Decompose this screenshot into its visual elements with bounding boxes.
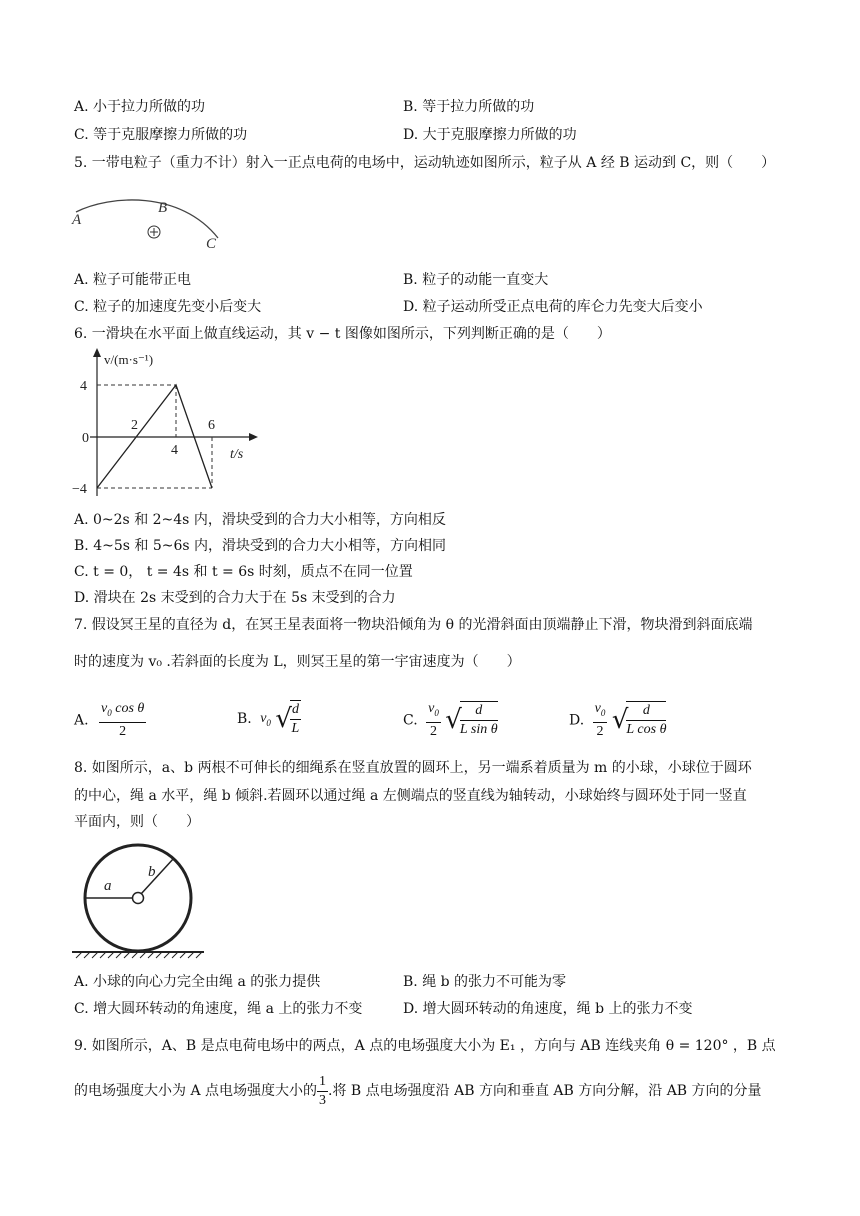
q8-line2: 的中心，绳 a 水平，绳 b 倾斜.若圆环以通过绳 a 左侧端点的竖直线为轴转动，小球始终与圆环处于同一竖直	[74, 788, 747, 804]
q9-line2	[74, 1072, 762, 1110]
label-A: A	[72, 212, 82, 228]
label-b: b	[148, 864, 156, 880]
q8-option-c: C. 增大圆环转动的角速度，绳 a 上的张力不变	[74, 1001, 363, 1017]
q9-line1: 9. 如图所示，A、B 是点电荷电场中的两点，A 点的电场强度大小为 E₁ ，方向与 AB 连线夹角 θ = 120° ，B 点	[74, 1038, 776, 1054]
q6-vt-graph	[70, 346, 270, 502]
label-C: C	[206, 236, 217, 252]
tick-x-2: 2	[131, 418, 138, 433]
q5-option-d: D. 粒子运动所受正点电荷的库仑力先变大后变小	[403, 299, 703, 315]
q9-one-third	[317, 1073, 328, 1110]
tick-y-neg4: −4	[72, 482, 87, 497]
q8-line1: 8. 如图所示，a、b 两根不可伸长的细绳系在竖直放置的圆环上，另一端系着质量为 m 的小球，小球位于圆环	[74, 760, 752, 776]
q9-frac-den: 3	[319, 1092, 327, 1108]
q7-line1: 7. 假设冥王星的直径为 d，在冥王星表面将一物块沿倾角为 θ 的光滑斜面由顶端静止下滑，物块滑到斜面底端	[74, 617, 753, 633]
q5-trajectory-figure	[70, 190, 230, 254]
q9-line2-part2: .将 B 点电场强度沿 AB 方向和垂直 AB 方向分解，沿 AB 方向的分量	[328, 1083, 762, 1099]
q6-option-b: B. 4~5s 和 5~6s 内，滑块受到的合力大小相等，方向相同	[74, 538, 446, 554]
q7-option-d: D. $\frac{v_0}{2}$ √ $\frac{d}{\text{L cos θ}}$	[569, 701, 667, 739]
q8-option-b: B. 绳 b 的张力不可能为零	[403, 974, 567, 990]
q7-option-c-letter: C.	[403, 712, 418, 729]
q7-option-a	[74, 700, 146, 741]
q7-line2: 时的速度为 v₀ .若斜面的长度为 L，则冥王星的第一宇宙速度为（ ）	[74, 654, 521, 670]
q6-option-c: C. t = 0， t = 4s 和 t = 6s 时刻，质点不在同一位置	[74, 564, 413, 580]
q6-option-d: D. 滑块在 2s 末受到的合力大于在 5s 末受到的合力	[74, 590, 396, 606]
q5-option-a: A. 粒子可能带正电	[74, 272, 192, 288]
tick-x-6: 6	[208, 418, 215, 433]
q4-option-c: C. 等于克服摩擦力所做的功	[74, 127, 248, 143]
q5-option-c: C. 粒子的加速度先变小后变大	[74, 299, 262, 315]
q6-stem: 6. 一滑块在水平面上做直线运动，其 v − t 图像如图所示，下列判断正确的是（ ）	[74, 326, 611, 342]
q6-ylabel: v/(m·s⁻¹)	[104, 352, 154, 367]
label-a: a	[104, 878, 112, 894]
tick-y-4: 4	[80, 379, 87, 394]
q6-xlabel: t/s	[230, 447, 244, 462]
label-B: B	[158, 200, 168, 216]
q7-option-b: B. $v_0$ √ $\frac{d}{L}$	[237, 702, 300, 736]
q8-ring-figure	[70, 840, 210, 960]
q4-option-d: D. 大于克服摩擦力所做的功	[403, 127, 577, 143]
q5-option-b: B. 粒子的动能一直变大	[403, 272, 549, 288]
q8-option-d: D. 增大圆环转动的角速度，绳 b 上的张力不变	[403, 1001, 693, 1017]
q9-frac-num: 1	[317, 1073, 328, 1092]
q8-option-a: A. 小球的向心力完全由绳 a 的张力提供	[74, 974, 321, 990]
q6-option-a: A. 0~2s 和 2~4s 内，滑块受到的合力大小相等，方向相反	[74, 512, 446, 528]
tick-y-0: 0	[82, 431, 89, 446]
q9-line2-part1: 的电场强度大小为 A 点电场强度大小的	[74, 1083, 318, 1099]
q7-option-c: C. $\frac{v_0}{2}$ √ $\frac{d}{\text{L sin θ}}$	[403, 701, 498, 739]
q4-option-b: B. 等于拉力所做的功	[403, 99, 535, 115]
q7-option-d-letter: D.	[569, 712, 585, 729]
tick-x-4: 4	[171, 443, 178, 458]
q4-option-a: A. 小于拉力所做的功	[74, 99, 206, 115]
q7-option-b-letter: B.	[237, 711, 252, 727]
q7-option-a-formula: $\frac{v_0 \cos \theta}{2}$	[101, 701, 145, 739]
q5-stem: 5. 一带电粒子（重力不计）射入一正点电荷的电场中，运动轨迹如图所示，粒子从 A 经 B 运动到 C，则（ ）	[74, 155, 776, 171]
q8-line3: 平面内，则（ ）	[74, 814, 200, 830]
q7-option-a-letter: A.	[74, 712, 89, 729]
